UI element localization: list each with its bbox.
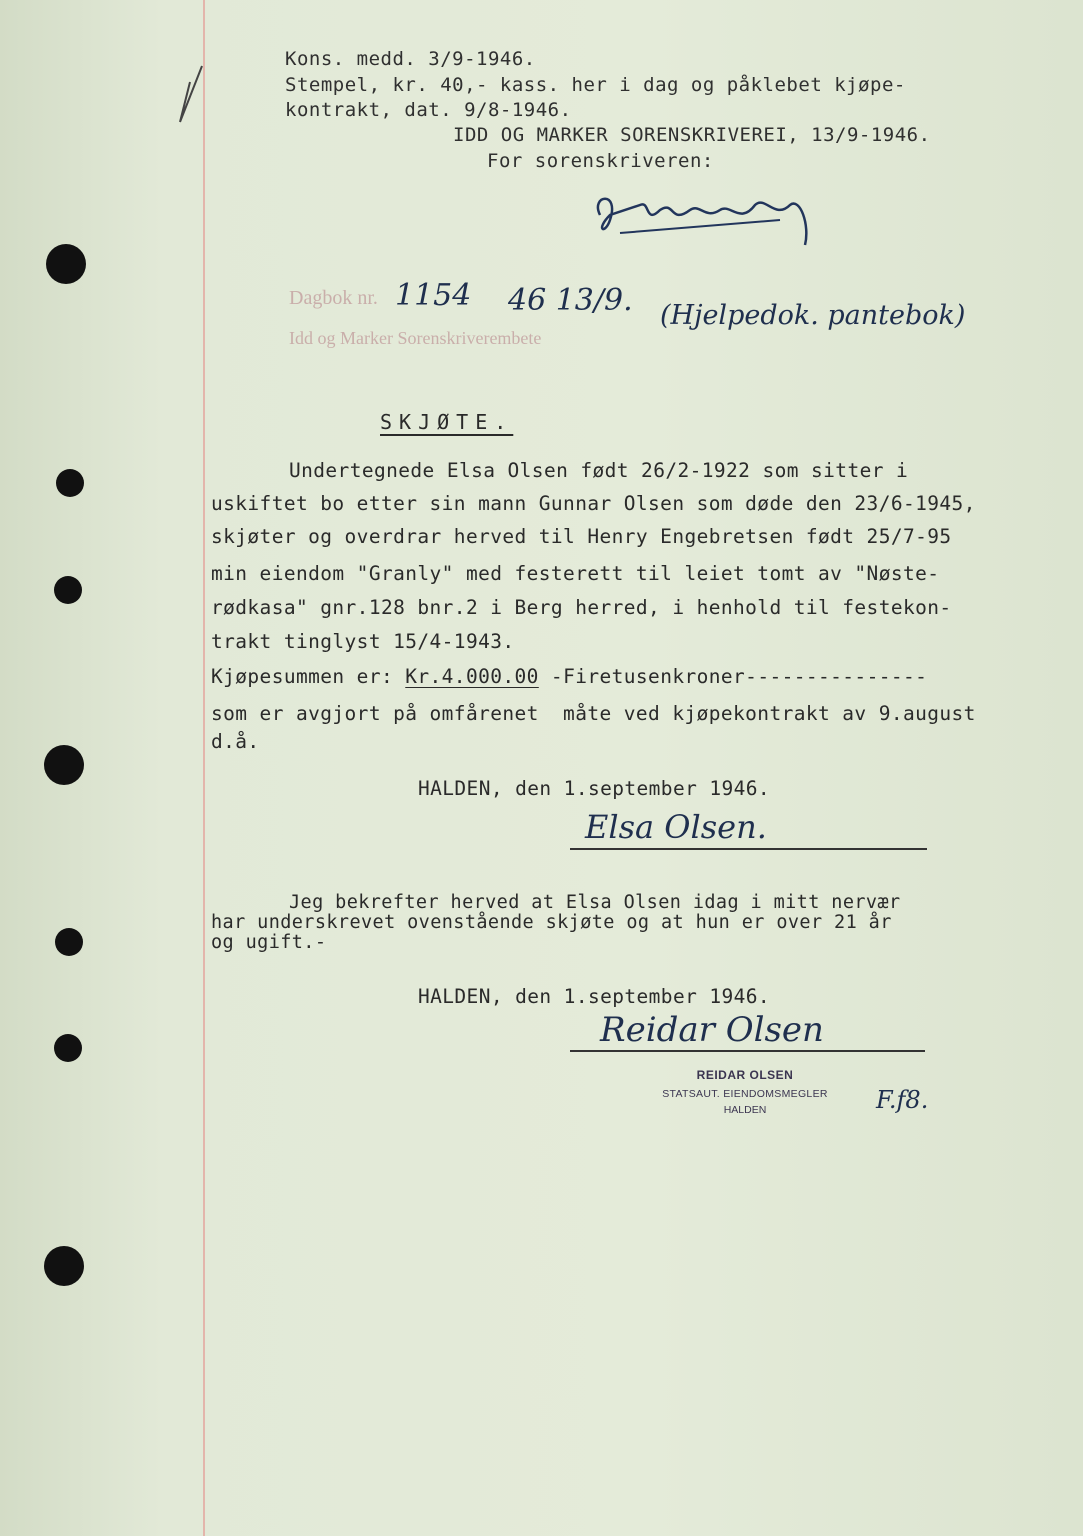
header-line: kontrakt, dat. 9/8-1946. xyxy=(285,99,572,121)
punch-hole xyxy=(46,244,86,284)
check-mark-icon xyxy=(172,62,232,132)
body-line: min eiendom "Granly" med festerett til leiet tomt av "Nøste- xyxy=(211,562,940,585)
margin-rule xyxy=(203,0,205,1536)
body-line: som er avgjort på omfårenet måte ved kjøpekontrakt av 9.august xyxy=(211,702,976,725)
header-line: Kons. medd. 3/9-1946. xyxy=(285,48,536,70)
punch-hole xyxy=(44,1246,84,1286)
broker-stamp xyxy=(630,1068,860,1116)
header-line: IDD OG MARKER SORENSKRIVEREI, 13/9-1946. xyxy=(453,124,931,146)
confirmation-line: Jeg bekrefter herved at Elsa Olsen idag i mitt nervær xyxy=(289,892,901,913)
punch-hole xyxy=(56,469,84,497)
witness-signature: Reidar Olsen xyxy=(600,1010,824,1050)
registry-stamp-label: Dagbok nr. xyxy=(289,287,378,309)
place-date: HALDEN, den 1.september 1946. xyxy=(418,985,771,1008)
place-date: HALDEN, den 1.september 1946. xyxy=(418,777,771,800)
punch-hole xyxy=(54,1034,82,1062)
signature-line xyxy=(570,848,927,850)
broker-title: STATSAUT. EIENDOMSMEGLER xyxy=(662,1088,828,1100)
registry-note: (Hjelpedok. pantebok) xyxy=(660,300,966,331)
confirmation-line: har underskrevet ovenstående skjøte og at hun er over 21 år xyxy=(211,912,892,933)
document-title: SKJØTE. xyxy=(380,410,514,434)
header-line: For sorenskriveren: xyxy=(487,150,714,172)
punch-hole xyxy=(55,928,83,956)
clerk-signature xyxy=(580,185,840,255)
purchase-price-line xyxy=(211,665,927,688)
purchase-price-words: -Firetusenkroner--------------- xyxy=(538,665,928,688)
body-line: rødkasa" gnr.128 bnr.2 i Berg herred, i henhold til festekon- xyxy=(211,596,952,619)
purchase-price-amount: Kr.4.000.00 xyxy=(405,665,539,688)
header-line: Stempel, kr. 40,- kass. her i dag og påklebet kjøpe- xyxy=(285,74,906,96)
confirmation-line: og ugift.- xyxy=(211,932,327,953)
registry-stamp-office: Idd og Marker Sorenskriverembete xyxy=(289,328,542,348)
initials: F.f8. xyxy=(876,1086,929,1114)
body-line: d.å. xyxy=(211,730,260,753)
body-line: uskiftet bo etter sin mann Gunnar Olsen som døde den 23/6-1945, xyxy=(211,492,976,515)
registry-number: 1154 xyxy=(395,278,472,313)
broker-name: REIDAR OLSEN xyxy=(696,1068,794,1082)
body-line: Undertegnede Elsa Olsen født 26/2-1922 som sitter i xyxy=(289,459,909,482)
broker-city: HALDEN xyxy=(723,1104,767,1116)
registry-date: 46 13/9. xyxy=(508,283,633,318)
seller-signature: Elsa Olsen. xyxy=(585,808,767,846)
punch-hole xyxy=(54,576,82,604)
body-line: trakt tinglyst 15/4-1943. xyxy=(211,630,515,653)
signature-line xyxy=(570,1050,925,1052)
purchase-price-label: Kjøpesummen er: xyxy=(211,665,406,688)
punch-hole xyxy=(44,745,84,785)
body-line: skjøter og overdrar herved til Henry Engebretsen født 25/7-95 xyxy=(211,525,952,548)
